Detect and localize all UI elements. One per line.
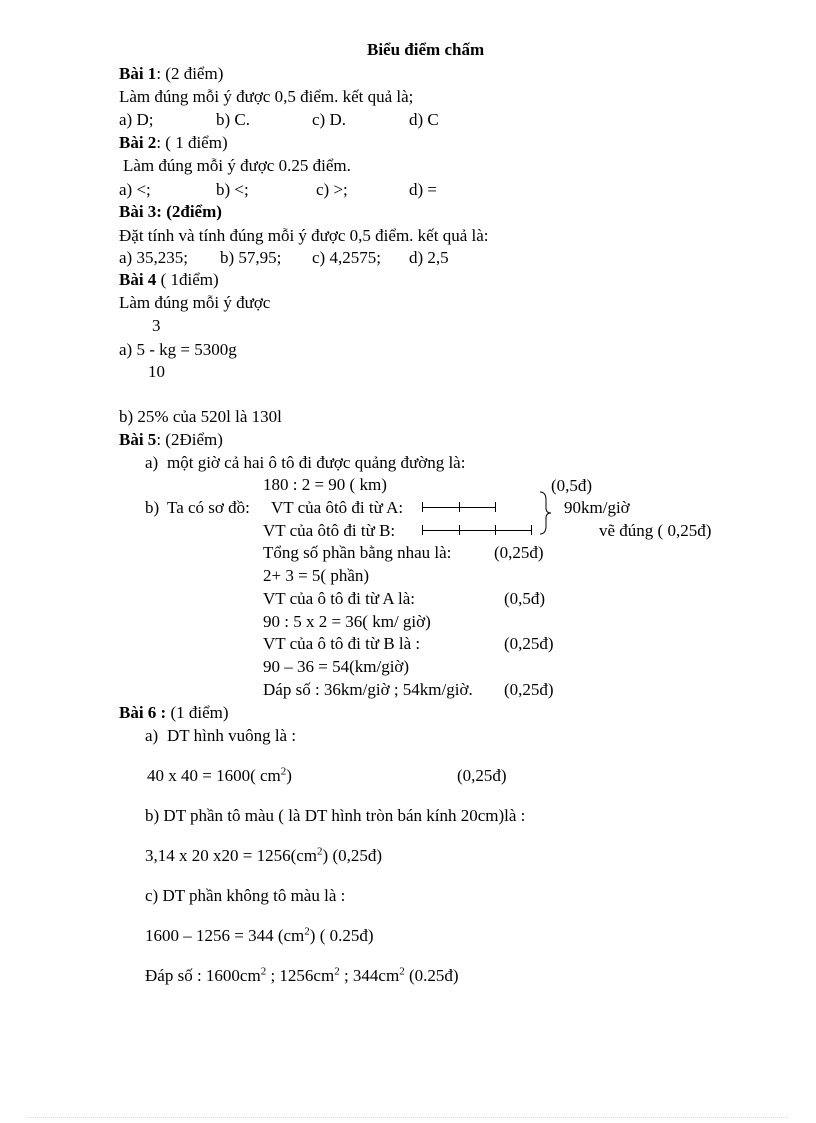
- draw-score: vẽ đúng ( 0,25đ): [599, 521, 712, 540]
- bai5-vt-b: VT của ôtô đi từ B:: [263, 521, 396, 540]
- diagram-tick-b-3: [531, 525, 532, 535]
- bai6-b-text: b) DT phần tô màu ( là DT hình tròn bán kính 20cm)là :: [145, 806, 526, 825]
- bai5-vt-a: VT của ôtô đi từ A:: [271, 498, 404, 517]
- bai3-heading: Bài 3: (2điểm): [119, 202, 222, 221]
- bai5-points: : (2Điểm): [156, 430, 223, 449]
- bai5-step-text: 90 – 36 = 54(km/giờ): [263, 657, 410, 676]
- bai4-points: ( 1điểm): [156, 270, 219, 289]
- bai1-heading-line: [119, 64, 223, 84]
- bai5-b-intro: Ta có sơ đồ:: [167, 498, 250, 517]
- ans-2: ; 1256cm: [266, 966, 335, 985]
- bai2-heading-line: [119, 133, 228, 153]
- bai4-frac-numerator: 3: [152, 316, 161, 335]
- bai6-c-text: c) DT phần không tô màu là :: [145, 886, 346, 905]
- bai5-step-score: (0,25đ): [504, 634, 554, 653]
- bai5-step-score: (0,25đ): [494, 543, 544, 562]
- diagram-tick-a-1: [459, 502, 460, 512]
- bai2-answer-d: d) =: [409, 180, 437, 199]
- page-bottom-divider: [28, 1117, 788, 1118]
- bai6-heading: Bài 6 :: [119, 703, 167, 722]
- bai5-step-text: VT của ô tô đi từ A là:: [263, 589, 415, 608]
- bai5-a-label: a): [145, 453, 159, 472]
- bai1-points: : (2 điểm): [156, 64, 224, 83]
- bai1-answer-b: b) C.: [216, 110, 250, 129]
- bai5-step-text: Dáp số : 36km/giờ ; 54km/giờ.: [263, 680, 473, 699]
- bai6-a-label: a): [145, 726, 159, 745]
- bai2-answer-c: c) >;: [316, 180, 348, 199]
- bai6-c-calc-text: 1600 – 1256 = 344 (cm: [145, 926, 305, 945]
- bai5-step-score: (0,5đ): [504, 589, 546, 608]
- bai4-heading: Bài 4: [119, 270, 157, 289]
- bai6-a-text: DT hình vuông là :: [167, 726, 297, 745]
- bai6-c-calc-end: ) ( 0.25đ): [309, 926, 374, 945]
- bai4-frac-denominator: 10: [148, 362, 165, 381]
- bai4-answer-a: a) 5 - kg = 5300g: [119, 340, 237, 359]
- bai5-a-score: (0,5đ): [551, 476, 593, 495]
- bai3-desc: Đặt tính và tính đúng mỗi ý được 0,5 điểm. kết quả là:: [119, 226, 489, 245]
- bai2-desc: Làm đúng mỗi ý được 0.25 điểm.: [123, 156, 351, 175]
- bai5-a-calc: 180 : 2 = 90 ( km): [263, 475, 387, 494]
- ans-end: (0.25đ): [404, 966, 459, 985]
- bai6-b-calc-text: 3,14 x 20 x20 = 1256(cm: [145, 846, 318, 865]
- brace-value: 90km/giờ: [564, 498, 630, 517]
- bai3-answer-a: a) 35,235;: [119, 248, 188, 267]
- page-title: Biểu điểm chấm: [367, 40, 485, 59]
- bai6-b-calc-end: ) (0,25đ): [322, 846, 383, 865]
- ans-1: Đáp số : 1600cm: [145, 966, 261, 985]
- bai4-desc: Làm đúng mỗi ý được: [119, 293, 271, 312]
- bai6-points: (1 điểm): [166, 703, 229, 722]
- ans-1-sup: 2: [260, 965, 267, 978]
- ans-3-sup: 2: [399, 965, 405, 978]
- bai5-heading-line: [119, 430, 223, 450]
- bai2-heading: Bài 2: [119, 133, 157, 152]
- bai6-a-calc-text: 40 x 40 = 1600( cm: [147, 766, 281, 785]
- diagram-tick-a-0: [422, 502, 423, 512]
- diagram-tick-a-2: [495, 502, 496, 512]
- bai6-a-calc-sup: 2: [280, 765, 287, 778]
- bai5-heading: Bài 5: [119, 430, 157, 449]
- bai1-heading: Bài 1: [119, 64, 157, 83]
- bai3-answer-d: d) 2,5: [409, 248, 449, 267]
- bai6-final-answer: [145, 966, 459, 986]
- diagram-tick-b-2: [495, 525, 496, 535]
- bai1-answer-d: d) C: [409, 110, 439, 129]
- bai1-answer-c: c) D.: [312, 110, 346, 129]
- bai6-c-calc: [145, 926, 374, 946]
- diagram-tick-b-1: [459, 525, 460, 535]
- bai6-a-calc: [147, 766, 292, 786]
- bai6-b-calc: [145, 846, 382, 866]
- bai5-a-text: một giờ cả hai ô tô đi được quảng đường là:: [167, 453, 466, 472]
- bai5-step-text: Tổng số phần bằng nhau là:: [263, 543, 452, 562]
- bai1-answer-a: a) D;: [119, 110, 154, 129]
- bai6-c-calc-sup: 2: [304, 925, 310, 938]
- bai4-answer-b: b) 25% của 520l là 130l: [119, 407, 282, 426]
- bai5-b-label: b): [145, 498, 160, 517]
- bai6-a-calc-end: ): [286, 766, 292, 785]
- bai2-points: : ( 1 điểm): [156, 133, 228, 152]
- bai6-a-score: (0,25đ): [457, 766, 507, 785]
- bai1-desc: Làm đúng mỗi ý được 0,5 điểm. kết quả là;: [119, 87, 414, 106]
- ans-3: ; 344cm: [339, 966, 400, 985]
- bai2-answer-a: a) <;: [119, 180, 151, 199]
- bai5-step-text: VT của ô tô đi từ B là :: [263, 634, 421, 653]
- bai4-heading-line: [119, 270, 219, 290]
- diagram-brace: [538, 490, 554, 536]
- bai2-answer-b: b) <;: [216, 180, 249, 199]
- bai5-step-score: (0,25đ): [504, 680, 554, 699]
- bai3-answer-b: b) 57,95;: [220, 248, 282, 267]
- bai5-step-text: 2+ 3 = 5( phần): [263, 566, 370, 585]
- ans-2-sup: 2: [334, 965, 340, 978]
- bai6-heading-line: [119, 703, 229, 723]
- diagram-tick-b-0: [422, 525, 423, 535]
- bai3-answer-c: c) 4,2575;: [312, 248, 381, 267]
- bai5-step-text: 90 : 5 x 2 = 36( km/ giờ): [263, 612, 431, 631]
- diagram-line-b: [422, 530, 532, 531]
- bai6-b-calc-sup: 2: [317, 845, 323, 858]
